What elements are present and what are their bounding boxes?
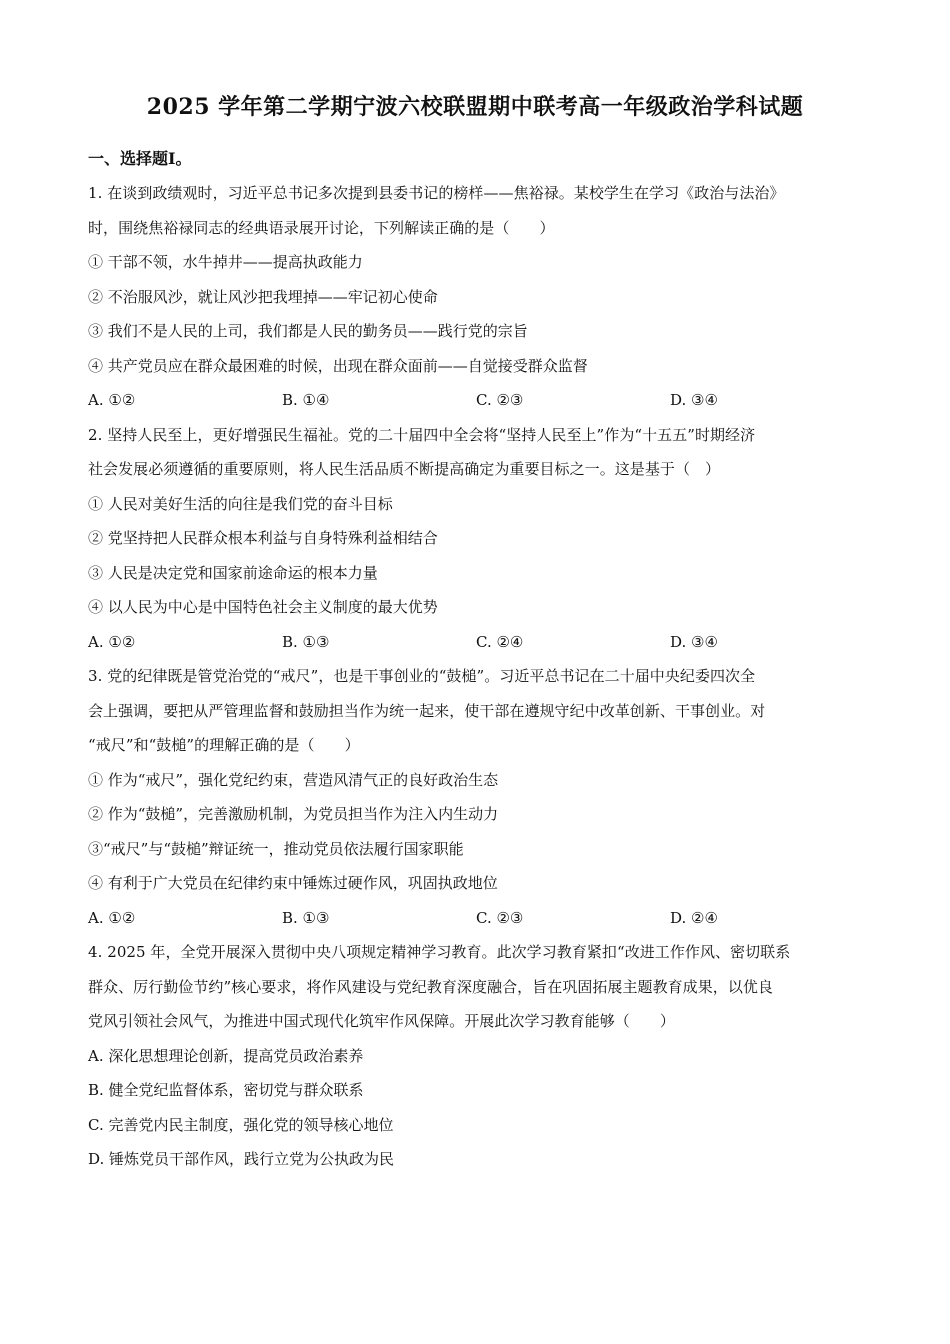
statement-item: ① 干部不领，水牛掉井——提高执政能力 — [88, 253, 363, 271]
answer-option-a[interactable]: A. ①② — [88, 632, 136, 651]
answer-option-d[interactable]: D. ③④ — [670, 391, 718, 409]
question-list — [88, 176, 868, 1177]
answer-option-b[interactable]: B. ①④ — [282, 391, 330, 409]
question-stem-line: “戒尺”和“鼓槌”的理解正确的是（ ） — [88, 736, 360, 754]
question-stem-line: 3. 党的纪律既是管党治党的“戒尺”，也是干事创业的“鼓槌”。习近平总书记在二十届中央纪委四次全 — [88, 667, 756, 685]
answer-option-b[interactable]: B. ①③ — [282, 632, 330, 651]
question-stem-line: 社会发展必须遵循的重要原则，将人民生活品质不断提高确定为重要目标之一。这是基于（ ） — [88, 460, 721, 478]
answer-option-c[interactable]: C. ②④ — [476, 632, 524, 651]
statement-item: ① 人民对美好生活的向往是我们党的奋斗目标 — [88, 494, 393, 513]
question-stem-line: 群众、厉行勤俭节约”核心要求，将作风建设与党纪教育深度融合，旨在巩固拓展主题教育成果，以优良 — [88, 977, 773, 996]
question-stem-line: 2. 坚持人民至上，更好增强民生福祉。党的二十届四中全会将“坚持人民至上”作为“十五五”时期经济 — [88, 425, 756, 444]
answer-option-b[interactable]: B. ①③ — [282, 908, 330, 927]
question-stem-line: 党风引领社会风气，为推进中国式现代化筑牢作风保障。开展此次学习教育能够（ ） — [88, 1012, 675, 1030]
answer-options — [88, 625, 868, 660]
statement-item: ② 不治服风沙，就让风沙把我埋掉——牢记初心使命 — [88, 287, 438, 306]
answer-option-a[interactable]: A. 深化思想理论创新，提高党员政治素养 — [88, 1046, 364, 1065]
answer-option-d[interactable]: D. 锤炼党员干部作风，践行立党为公执政为民 — [88, 1150, 395, 1168]
answer-options — [88, 901, 868, 936]
question-stem-line: 4. 2025 年，全党开展深入贯彻中央八项规定精神学习教育。此次学习教育紧扣“改进工作作风、密切联系 — [88, 943, 791, 961]
answer-option-d[interactable]: D. ③④ — [670, 632, 718, 651]
statement-item: ② 作为“鼓槌”，完善激励机制，为党员担当作为注入内生动力 — [88, 805, 499, 823]
statement-item: ④ 共产党员应在群众最困难的时候，出现在群众面前——自觉接受群众监督 — [88, 356, 588, 375]
answer-option-b[interactable]: B. 健全党纪监督体系，密切党与群众联系 — [88, 1081, 364, 1099]
question-3 — [88, 659, 868, 935]
answer-option-d[interactable]: D. ②④ — [670, 908, 718, 927]
answer-options — [88, 383, 868, 418]
question-stem-line: 1. 在谈到政绩观时，习近平总书记多次提到县委书记的榜样——焦裕禄。某校学生在学习《政治与法治》 — [88, 184, 785, 202]
exam-title: 2025 学年第二学期宁波六校联盟期中联考高一年级政治学科试题 — [146, 94, 804, 120]
statement-item: ③“戒尺”与“鼓槌”辩证统一，推动党员依法履行国家职能 — [88, 839, 464, 858]
question-stem-line: 时，围绕焦裕禄同志的经典语录展开讨论，下列解读正确的是（ ） — [88, 218, 555, 237]
statement-item: ② 党坚持把人民群众根本利益与自身特殊利益相结合 — [88, 529, 438, 547]
question-stem-line: 会上强调，要把从严管理监督和鼓励担当作为统一起来，使干部在遵规守纪中改革创新、干事创业。对 — [88, 701, 766, 720]
answer-option-a[interactable]: A. ①② — [88, 908, 136, 927]
answer-option-c[interactable]: C. ②③ — [476, 908, 524, 927]
question-2 — [88, 418, 868, 660]
statement-item: ③ 我们不是人民的上司，我们都是人民的勤务员——践行党的宗旨 — [88, 322, 528, 340]
statement-item: ③ 人民是决定党和国家前途命运的根本力量 — [88, 563, 378, 582]
statement-item: ④ 有利于广大党员在纪律约束中锤炼过硬作风，巩固执政地位 — [88, 874, 498, 892]
answer-option-c[interactable]: C. 完善党内民主制度，强化党的领导核心地位 — [88, 1115, 394, 1134]
section-heading: 一、选择题Ⅰ。 — [88, 149, 192, 168]
statement-item: ① 作为“戒尺”，强化党纪约束，营造风清气正的良好政治生态 — [88, 770, 499, 789]
question-1 — [88, 176, 868, 418]
question-4 — [88, 935, 868, 1177]
statement-item: ④ 以人民为中心是中国特色社会主义制度的最大优势 — [88, 598, 438, 616]
answer-option-c[interactable]: C. ②③ — [476, 391, 524, 409]
answer-option-a[interactable]: A. ①② — [88, 391, 136, 409]
